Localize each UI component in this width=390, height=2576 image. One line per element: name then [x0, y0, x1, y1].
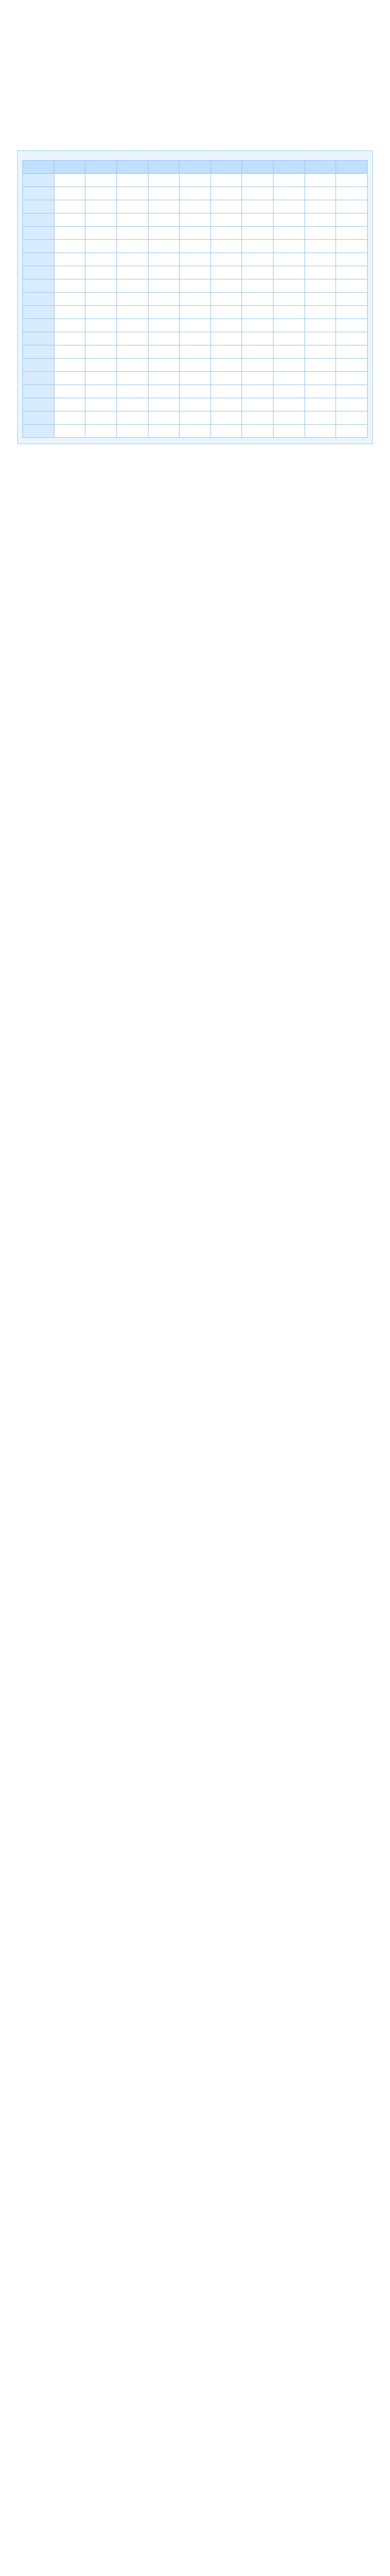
table-cell — [85, 385, 117, 398]
table-cell — [54, 227, 85, 240]
table-cell — [180, 266, 211, 279]
table-cell — [148, 332, 180, 345]
table-cell — [210, 425, 242, 438]
table-cell — [54, 345, 85, 359]
table-header-cell — [242, 161, 274, 174]
table-cell — [210, 266, 242, 279]
table-cell — [242, 372, 274, 385]
table-row — [23, 319, 368, 332]
table-cell — [180, 306, 211, 319]
table-cell — [54, 398, 85, 411]
table-cell — [274, 253, 305, 266]
table-cell — [85, 174, 117, 187]
table-cell — [336, 411, 368, 425]
table-cell — [336, 240, 368, 253]
table-cell — [116, 332, 148, 345]
table-cell — [336, 227, 368, 240]
table-header-cell — [305, 161, 336, 174]
table-header-cell — [54, 161, 85, 174]
table-cell — [305, 425, 336, 438]
table-cell — [85, 425, 117, 438]
table-header-cell — [274, 161, 305, 174]
table-cell — [210, 227, 242, 240]
table-cell — [336, 319, 368, 332]
table-cell — [242, 385, 274, 398]
table-cell — [210, 345, 242, 359]
table-cell — [54, 213, 85, 227]
table-cell — [54, 253, 85, 266]
table-header-cell — [336, 161, 368, 174]
table-cell — [116, 293, 148, 306]
table-cell — [85, 359, 117, 372]
table-row — [23, 372, 368, 385]
table-row-head-cell — [23, 227, 54, 240]
table-cell — [85, 279, 117, 293]
table-cell — [274, 240, 305, 253]
table-cell — [180, 398, 211, 411]
table-cell — [210, 319, 242, 332]
table-cell — [242, 398, 274, 411]
table-cell — [305, 319, 336, 332]
table-row — [23, 398, 368, 411]
table-cell — [274, 213, 305, 227]
table-cell — [180, 359, 211, 372]
table-cell — [180, 227, 211, 240]
table-cell — [242, 213, 274, 227]
table-cell — [85, 345, 117, 359]
table-cell — [242, 227, 274, 240]
table-row-head-cell — [23, 253, 54, 266]
table-cell — [274, 279, 305, 293]
table-cell — [305, 240, 336, 253]
table-cell — [180, 187, 211, 200]
table-cell — [148, 240, 180, 253]
table-row-head-cell — [23, 174, 54, 187]
table-cell — [85, 240, 117, 253]
table-cell — [116, 213, 148, 227]
table-cell — [274, 345, 305, 359]
table-cell — [274, 411, 305, 425]
table-row-head-cell — [23, 372, 54, 385]
table-cell — [180, 425, 211, 438]
table-cell — [54, 306, 85, 319]
section-divider — [17, 96, 373, 117]
table-cell — [305, 200, 336, 213]
table-cell — [305, 332, 336, 345]
table-cell — [305, 279, 336, 293]
table-cell — [116, 174, 148, 187]
table-cell — [180, 279, 211, 293]
table-cell — [274, 266, 305, 279]
table-cell — [336, 372, 368, 385]
table-cell — [116, 279, 148, 293]
table-cell — [85, 293, 117, 306]
table-row — [23, 213, 368, 227]
table-cell — [54, 279, 85, 293]
table-cell — [210, 385, 242, 398]
table-row — [23, 359, 368, 372]
table-cell — [54, 372, 85, 385]
table-cell — [242, 253, 274, 266]
section-divider — [17, 38, 373, 59]
table-cell — [210, 253, 242, 266]
table-cell — [116, 398, 148, 411]
table-row-head-cell — [23, 293, 54, 306]
intro-section — [17, 0, 373, 38]
table-cell — [54, 293, 85, 306]
table-cell — [54, 240, 85, 253]
table-row-head-cell — [23, 332, 54, 345]
table-cell — [305, 372, 336, 385]
table-cell — [274, 372, 305, 385]
table-cell — [336, 266, 368, 279]
table-cell — [116, 372, 148, 385]
table-cell — [210, 187, 242, 200]
table-cell — [116, 345, 148, 359]
table-cell — [54, 411, 85, 425]
table-row-head-cell — [23, 306, 54, 319]
non-meal-hunger-section — [17, 59, 373, 96]
table-cell — [180, 319, 211, 332]
table-cell — [116, 253, 148, 266]
table-cell — [305, 174, 336, 187]
table-cell — [274, 200, 305, 213]
table-cell — [148, 293, 180, 306]
table-cell — [148, 372, 180, 385]
table-cell — [85, 411, 117, 425]
weight-table-grid — [22, 160, 368, 438]
table-cell — [210, 398, 242, 411]
table-cell — [336, 174, 368, 187]
table-cell — [54, 200, 85, 213]
table-cell — [274, 385, 305, 398]
table-cell — [210, 332, 242, 345]
table-cell — [180, 174, 211, 187]
weight-table-body — [23, 174, 368, 438]
table-cell — [85, 200, 117, 213]
table-cell — [274, 319, 305, 332]
table-header-cell — [180, 161, 211, 174]
table-cell — [85, 227, 117, 240]
table-cell — [148, 213, 180, 227]
table-cell — [210, 279, 242, 293]
table-cell — [180, 213, 211, 227]
table-cell — [85, 398, 117, 411]
table-cell — [336, 306, 368, 319]
table-cell — [180, 293, 211, 306]
table-cell — [116, 319, 148, 332]
table-row-head-cell — [23, 200, 54, 213]
table-cell — [148, 253, 180, 266]
table-cell — [85, 266, 117, 279]
table-cell — [242, 174, 274, 187]
table-cell — [336, 359, 368, 372]
table-row — [23, 200, 368, 213]
table-row — [23, 306, 368, 319]
table-cell — [85, 187, 117, 200]
table-cell — [148, 279, 180, 293]
table-cell — [336, 253, 368, 266]
table-cell — [180, 200, 211, 213]
table-cell — [116, 227, 148, 240]
table-cell — [85, 306, 117, 319]
table-row-head-cell — [23, 345, 54, 359]
table-cell — [116, 359, 148, 372]
table-cell — [305, 411, 336, 425]
table-cell — [210, 372, 242, 385]
table-cell — [274, 187, 305, 200]
table-header-cell — [116, 161, 148, 174]
table-row-head-cell — [23, 187, 54, 200]
table-cell — [210, 174, 242, 187]
table-cell — [336, 332, 368, 345]
table-cell — [242, 187, 274, 200]
table-cell — [305, 213, 336, 227]
table-cell — [305, 385, 336, 398]
table-cell — [210, 240, 242, 253]
table-cell — [180, 253, 211, 266]
table-row — [23, 332, 368, 345]
table-cell — [54, 425, 85, 438]
table-cell — [305, 266, 336, 279]
table-row — [23, 227, 368, 240]
table-cell — [85, 213, 117, 227]
afterword-section — [17, 117, 373, 469]
table-cell — [54, 332, 85, 345]
table-header-cell — [210, 161, 242, 174]
table-cell — [336, 213, 368, 227]
weight-reference-table — [17, 150, 373, 444]
table-cell — [148, 345, 180, 359]
table-cell — [148, 187, 180, 200]
table-cell — [54, 187, 85, 200]
table-cell — [54, 266, 85, 279]
table-row-head-cell — [23, 425, 54, 438]
table-cell — [54, 385, 85, 398]
table-cell — [180, 345, 211, 359]
table-cell — [148, 200, 180, 213]
table-cell — [210, 200, 242, 213]
table-cell — [148, 385, 180, 398]
table-cell — [336, 385, 368, 398]
table-cell — [85, 319, 117, 332]
table-cell — [274, 306, 305, 319]
table-cell — [242, 332, 274, 345]
table-cell — [85, 253, 117, 266]
table-row — [23, 187, 368, 200]
table-cell — [148, 306, 180, 319]
table-cell — [148, 425, 180, 438]
table-row — [23, 345, 368, 359]
table-cell — [305, 359, 336, 372]
table-cell — [116, 187, 148, 200]
table-row — [23, 293, 368, 306]
table-cell — [305, 227, 336, 240]
table-cell — [210, 359, 242, 372]
table-cell — [210, 293, 242, 306]
table-cell — [210, 306, 242, 319]
table-row — [23, 425, 368, 438]
table-row-head-cell — [23, 240, 54, 253]
table-cell — [274, 359, 305, 372]
table-cell — [180, 385, 211, 398]
table-row — [23, 411, 368, 425]
table-cell — [242, 240, 274, 253]
table-row-head-cell — [23, 411, 54, 425]
table-cell — [305, 293, 336, 306]
table-cell — [274, 398, 305, 411]
table-row-head-cell — [23, 385, 54, 398]
table-cell — [274, 293, 305, 306]
table-row-head-cell — [23, 266, 54, 279]
table-cell — [148, 411, 180, 425]
weight-table-header-row — [23, 161, 368, 174]
table-cell — [336, 279, 368, 293]
table-cell — [336, 425, 368, 438]
table-cell — [116, 200, 148, 213]
table-row — [23, 279, 368, 293]
table-row-head-cell — [23, 398, 54, 411]
table-row-head-cell — [23, 279, 54, 293]
table-cell — [116, 425, 148, 438]
table-cell — [180, 411, 211, 425]
table-cell — [242, 411, 274, 425]
table-cell — [242, 306, 274, 319]
table-row — [23, 253, 368, 266]
table-cell — [116, 266, 148, 279]
table-cell — [148, 398, 180, 411]
table-cell — [242, 200, 274, 213]
table-cell — [85, 372, 117, 385]
table-cell — [148, 266, 180, 279]
table-cell — [274, 332, 305, 345]
table-cell — [336, 187, 368, 200]
table-cell — [242, 359, 274, 372]
table-cell — [305, 306, 336, 319]
table-cell — [85, 332, 117, 345]
table-cell — [242, 266, 274, 279]
table-cell — [54, 359, 85, 372]
table-header-cell — [148, 161, 180, 174]
table-cell — [148, 174, 180, 187]
table-header-cell — [85, 161, 117, 174]
table-cell — [148, 359, 180, 372]
table-cell — [305, 253, 336, 266]
table-row-head-cell — [23, 359, 54, 372]
table-cell — [242, 345, 274, 359]
table-cell — [305, 345, 336, 359]
table-cell — [180, 372, 211, 385]
table-row — [23, 385, 368, 398]
table-cell — [116, 385, 148, 398]
table-cell — [148, 227, 180, 240]
table-header-cell — [23, 161, 54, 174]
article-meta — [17, 480, 373, 514]
table-row — [23, 240, 368, 253]
table-cell — [180, 332, 211, 345]
table-cell — [274, 227, 305, 240]
table-cell — [148, 319, 180, 332]
table-cell — [210, 213, 242, 227]
table-cell — [242, 425, 274, 438]
table-cell — [336, 345, 368, 359]
table-cell — [305, 187, 336, 200]
table-cell — [274, 425, 305, 438]
table-cell — [116, 411, 148, 425]
table-cell — [336, 398, 368, 411]
table-cell — [336, 200, 368, 213]
table-cell — [54, 174, 85, 187]
table-row — [23, 266, 368, 279]
table-cell — [242, 293, 274, 306]
table-row-head-cell — [23, 213, 54, 227]
table-cell — [116, 240, 148, 253]
table-cell — [54, 319, 85, 332]
table-row — [23, 174, 368, 187]
table-cell — [180, 240, 211, 253]
table-cell — [116, 306, 148, 319]
table-cell — [242, 319, 274, 332]
table-cell — [274, 174, 305, 187]
table-cell — [242, 279, 274, 293]
table-cell — [305, 398, 336, 411]
table-cell — [210, 411, 242, 425]
table-cell — [336, 293, 368, 306]
table-row-head-cell — [23, 319, 54, 332]
